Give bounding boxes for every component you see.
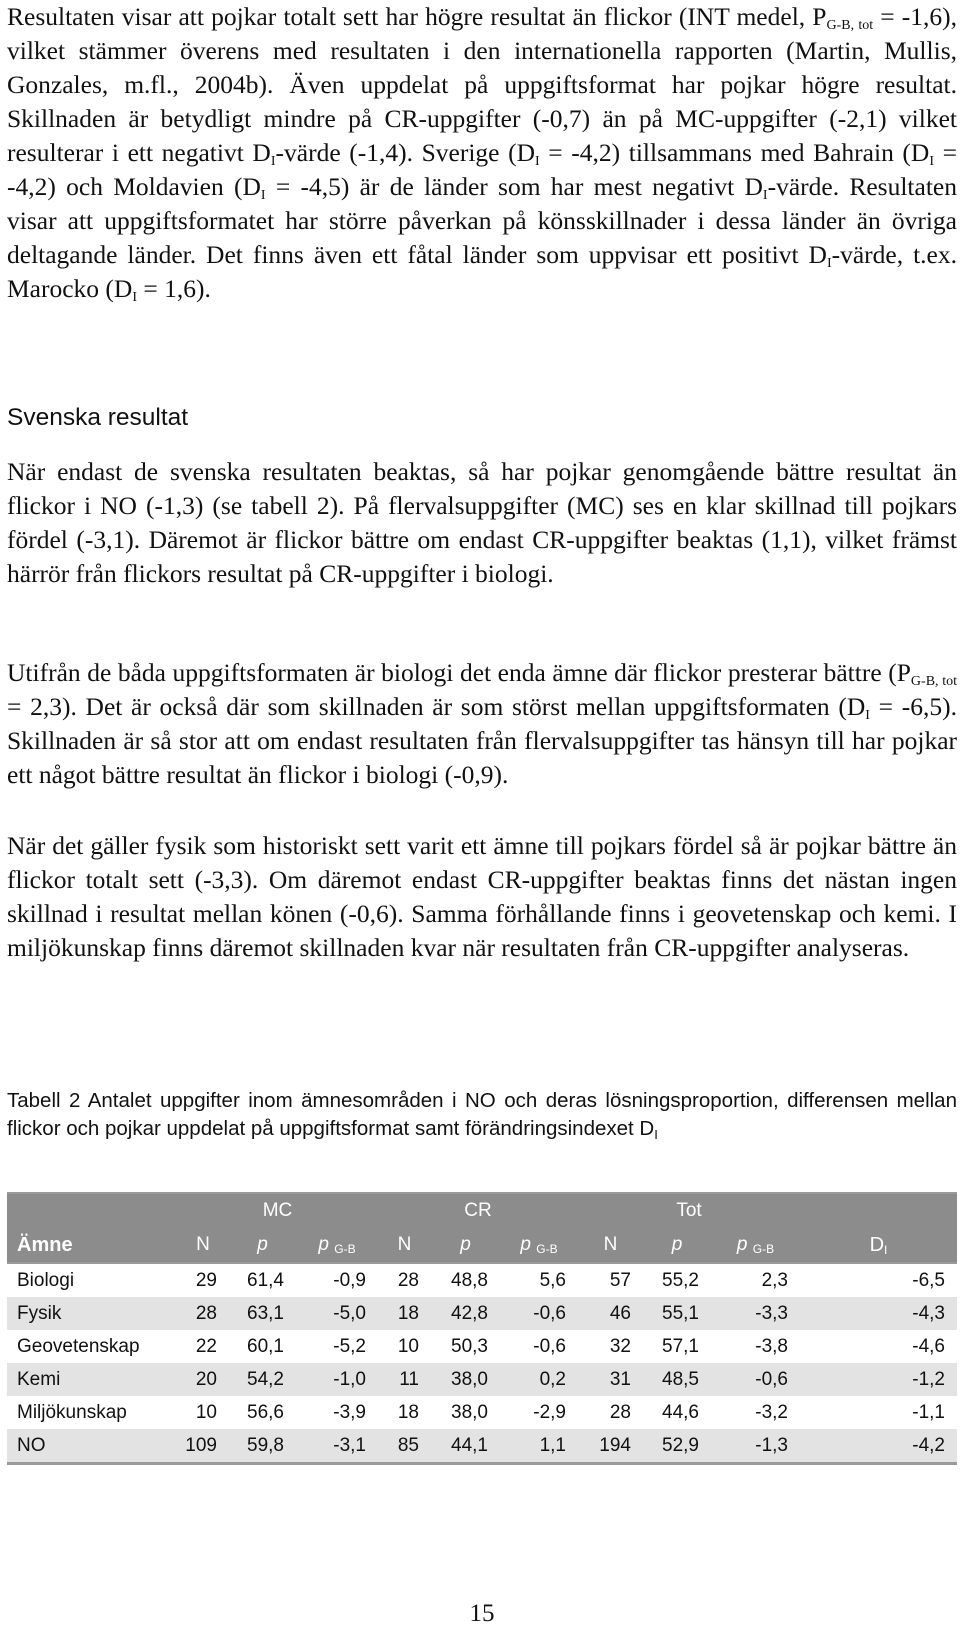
header-subject: Ämne	[7, 1228, 177, 1263]
subscript: I	[535, 154, 540, 169]
table-header-group-row	[7, 1193, 957, 1228]
text-run: = -4,2) och Moldavien (D	[7, 138, 958, 201]
cell-cr-pgb: -0,6	[533, 1335, 566, 1357]
header-di	[800, 1228, 957, 1263]
text-run: = -1,6), vilket stämmer överens med resultaten i den internationella rapporten (Martin, Mullis, Gonzales, m.fl., 2004b). Även uppdelat på uppgiftsformat har pojkar högre resultat. Skillnaden är betydligt mindre på CR-uppgifter (-0,7) än på MC-uppgifter (-2,1) vilket resulterar i ett negativt D	[7, 2, 958, 167]
cell-mc-pgb: -3,9	[333, 1401, 366, 1423]
cell-mc-n: 22	[195, 1335, 217, 1357]
cell-cr-p: 38,0	[451, 1401, 488, 1423]
cell-cr-pgb: 5,6	[539, 1269, 566, 1291]
cell-mc-n: 109	[177, 1429, 229, 1464]
cell-tot-pgb: -3,8	[755, 1335, 788, 1357]
text-run: = 1,6).	[137, 274, 211, 303]
cell-tot-pgb: -1,3	[711, 1429, 800, 1464]
cell-tot-p: 52,9	[643, 1429, 711, 1464]
cell-mc-p: 56,6	[247, 1401, 284, 1423]
header-blank	[7, 1193, 177, 1228]
cell-mc-pgb: -3,1	[296, 1429, 378, 1464]
cell-mc-pgb: -5,2	[333, 1335, 366, 1357]
cell-di: -4,2	[800, 1429, 957, 1464]
cell-mc-n: 28	[177, 1297, 229, 1330]
header-di-text: D	[869, 1233, 885, 1256]
cell-mc-pgb: -1,0	[296, 1363, 378, 1396]
subscript: I	[826, 256, 832, 271]
header-blank	[800, 1193, 957, 1228]
header-pgb-text: p	[736, 1234, 748, 1255]
cell-di: -4,3	[800, 1297, 957, 1330]
text-run: = -4,5) är de länder som har mest negativt D	[265, 172, 763, 201]
cell-mc-p: 60,1	[247, 1335, 284, 1357]
cell-mc-p: 59,8	[229, 1429, 296, 1464]
cell-mc-p: 54,2	[229, 1363, 296, 1396]
cell-tot-pgb: -0,6	[711, 1363, 800, 1396]
cell-cr-pgb: -2,9	[533, 1401, 566, 1423]
cell-tot-n: 28	[609, 1401, 631, 1423]
subscript: I	[762, 188, 768, 203]
header-pgb-text: p	[520, 1234, 531, 1255]
table-row	[7, 1363, 957, 1396]
text-run: -värde. Resultaten visar att uppgiftsformatet har större påverkan på könsskillnader i dessa länder än övriga deltagande länder. Det finns även ett fåtal länder som uppvisar ett positivt D	[7, 172, 957, 269]
header-pgb	[296, 1228, 378, 1263]
cell-tot-n: 31	[578, 1363, 643, 1396]
cell-cr-p: 50,3	[451, 1335, 488, 1357]
text-run: = -6,5). Skillnaden är så stor att om endast resultaten från flervalsuppgifter tas hänsyn till har pojkar ett något bättre resultat än flickor i biologi (-0,9).	[7, 692, 957, 789]
cell-cr-p: 42,8	[431, 1297, 500, 1330]
cell-di: -4,6	[912, 1335, 945, 1357]
cell-subject: Kemi	[7, 1363, 177, 1396]
cell-di: -6,5	[912, 1269, 945, 1291]
group-header-tot: Tot	[578, 1193, 800, 1228]
cell-tot-p: 55,1	[643, 1297, 711, 1330]
page-number: 15	[469, 1600, 495, 1627]
table-body	[7, 1193, 957, 1464]
cell-cr-pgb: 0,2	[500, 1363, 578, 1396]
header-p-text: p	[671, 1234, 683, 1255]
document-page	[7, 0, 957, 1650]
header-p	[643, 1228, 711, 1263]
cell-tot-n: 57	[609, 1269, 631, 1291]
cell-mc-p: 63,1	[229, 1297, 296, 1330]
cell-tot-n: 46	[578, 1297, 643, 1330]
cell-cr-n: 18	[397, 1401, 419, 1423]
section-heading: Svenska resultat	[7, 404, 189, 431]
cell-cr-n: 11	[378, 1363, 431, 1396]
subscript: I	[884, 1242, 888, 1257]
cell-subject: NO	[7, 1429, 177, 1464]
cell-cr-n: 28	[397, 1269, 419, 1291]
table-row	[7, 1263, 957, 1297]
cell-tot-n: 194	[578, 1429, 643, 1464]
cell-subject: Miljökunskap	[17, 1401, 127, 1423]
subscript: G-B	[334, 1242, 356, 1256]
header-p-text: p	[460, 1234, 471, 1255]
caption-text: Tabell 2 Antalet uppgifter inom ämnesområden i NO och deras lösningsproportion, differensen mellan flickor och pojkar uppdelat på uppgiftsformat samt förändringsindexet D	[7, 1089, 957, 1140]
cell-tot-n: 32	[609, 1335, 631, 1357]
text-run: -värde, t.ex. Marocko (D	[7, 240, 957, 303]
subscript: I	[865, 708, 870, 723]
subscript: G-B	[536, 1242, 558, 1256]
group-header-cr: CR	[378, 1193, 578, 1228]
cell-mc-pgb: -0,9	[333, 1269, 366, 1291]
header-p-text: p	[257, 1234, 268, 1255]
cell-mc-p: 61,4	[247, 1269, 284, 1291]
cell-cr-n: 85	[378, 1429, 431, 1464]
header-pgb	[500, 1228, 578, 1263]
text-run: Resultaten visar att pojkar totalt sett har högre resultat än flickor (INT medel, P	[7, 2, 827, 31]
header-pgb	[711, 1228, 800, 1263]
cell-mc-n: 20	[177, 1363, 229, 1396]
cell-tot-p: 55,2	[662, 1269, 699, 1291]
header-pgb-text: p	[318, 1234, 329, 1255]
subscript: I	[260, 188, 266, 203]
cell-cr-p: 38,0	[431, 1363, 500, 1396]
cell-cr-n: 18	[378, 1297, 431, 1330]
cell-cr-pgb: 1,1	[500, 1429, 578, 1464]
cell-tot-pgb: -3,3	[711, 1297, 800, 1330]
subscript: G-B, tot	[826, 18, 874, 33]
cell-tot-pgb: 2,3	[761, 1269, 788, 1291]
subscript: I	[270, 154, 276, 169]
cell-tot-p: 48,5	[643, 1363, 711, 1396]
subscript: I	[654, 1127, 658, 1142]
cell-tot-pgb: -3,2	[755, 1401, 788, 1423]
header-n: N	[378, 1228, 431, 1263]
subscript: G-B	[752, 1242, 775, 1256]
text-run: Utifrån de båda uppgiftsformaten är biologi det enda ämne där flickor presterar bättre (P	[7, 658, 911, 687]
swedish-results-paragraph: När endast de svenska resultaten beaktas, så har pojkar genomgående bättre resultat än flickor i NO (-1,3) (se tabell 2). På flervalsuppgifter (MC) ses en klar skillnad till pojkars fördel (-3,1). Däremot är flickor bättre om endast CR-uppgifter beaktas (1,1), vilket främst härrör från flickors resultat på CR-uppgifter i biologi.	[7, 457, 957, 588]
cell-mc-n: 10	[195, 1401, 217, 1423]
cell-tot-p: 57,1	[662, 1335, 699, 1357]
cell-di: -1,2	[800, 1363, 957, 1396]
header-n: N	[578, 1228, 643, 1263]
table-row	[7, 1396, 957, 1429]
cell-subject: Geovetenskap	[17, 1335, 140, 1357]
cell-cr-n: 10	[397, 1335, 419, 1357]
header-p	[229, 1228, 296, 1263]
cell-subject: Fysik	[7, 1297, 177, 1330]
table-row	[7, 1330, 957, 1363]
cell-mc-pgb: -5,0	[296, 1297, 378, 1330]
table-row	[7, 1429, 957, 1464]
cell-di: -1,1	[912, 1401, 945, 1423]
text-run: = -4,2) tillsammans med Bahrain (D	[539, 138, 930, 167]
table-caption	[7, 1087, 957, 1149]
group-header-mc: MC	[177, 1193, 378, 1228]
cell-mc-n: 29	[195, 1269, 217, 1291]
subscript: G-B, tot	[910, 674, 958, 689]
text-run: = 2,3). Det är också där som skillnaden är som störst mellan uppgiftsformaten (D	[7, 692, 866, 721]
header-n: N	[177, 1228, 229, 1263]
cell-subject: Biologi	[17, 1269, 75, 1291]
results-table	[7, 1192, 957, 1465]
intro-paragraph	[7, 0, 957, 306]
cell-cr-pgb: -0,6	[500, 1297, 578, 1330]
table-row	[7, 1297, 957, 1330]
cell-cr-p: 48,8	[451, 1269, 488, 1291]
header-p	[431, 1228, 500, 1263]
cell-tot-p: 44,6	[662, 1401, 699, 1423]
subscript: I	[132, 290, 138, 305]
physics-paragraph: När det gäller fysik som historiskt sett varit ett ämne till pojkars fördel så är pojkar bättre än flickor totalt sett (-3,3). Om däremot endast CR-uppgifter beaktas finns det nästan ingen skillnad i resultat mellan könen (-0,6). Samma förhållande finns i geovetenskap och kemi. I miljökunskap finns däremot skillnaden kvar när resultaten från CR-uppgifter analyseras.	[7, 831, 957, 962]
text-run: -värde (-1,4). Sverige (D	[275, 138, 535, 167]
cell-cr-p: 44,1	[431, 1429, 500, 1464]
table-header-row	[7, 1228, 957, 1263]
subscript: I	[929, 154, 935, 169]
biology-paragraph	[7, 656, 957, 792]
